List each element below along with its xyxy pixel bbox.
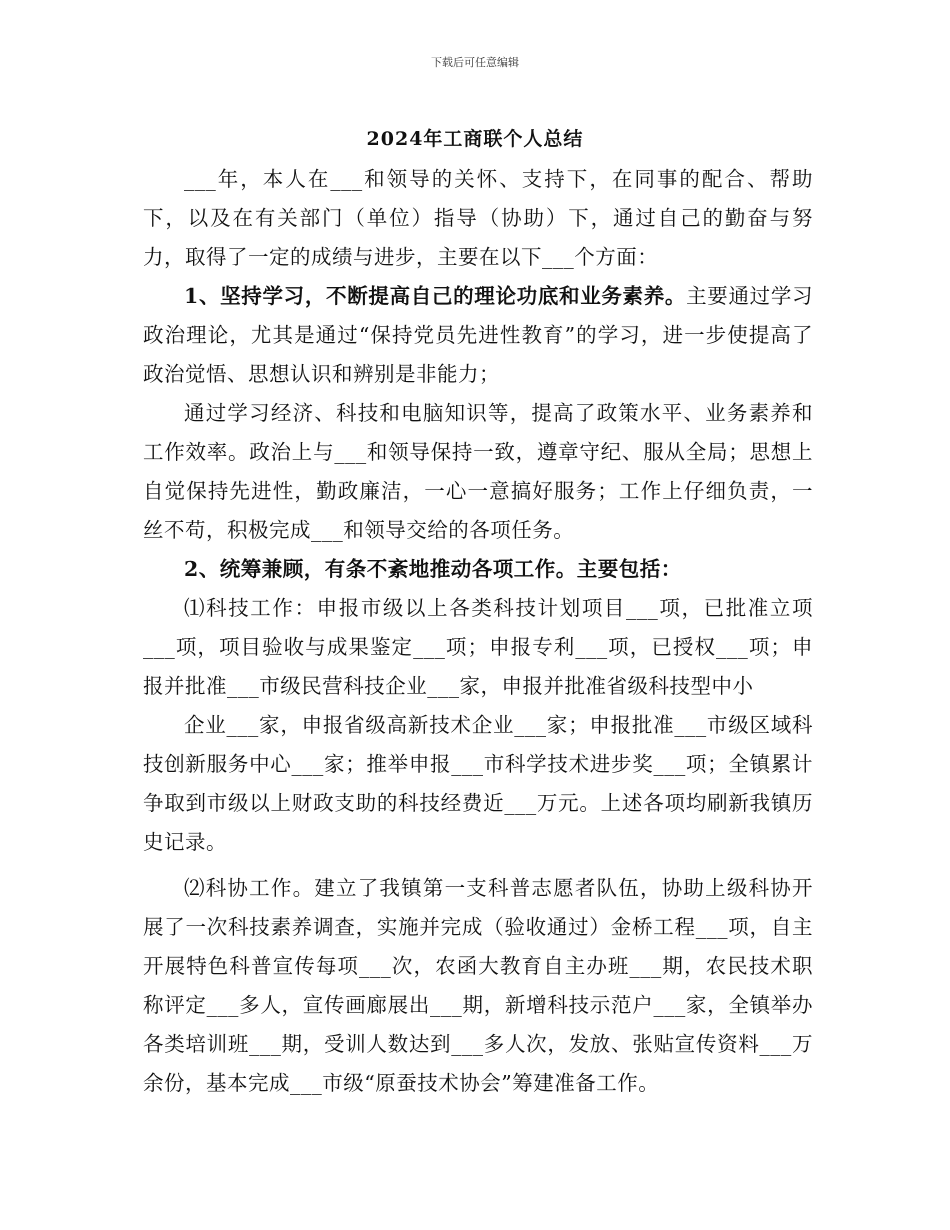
section-2-heading: 2、统筹兼顾，有条不紊地推动各项工作。主要包括： bbox=[184, 557, 682, 581]
intro-paragraph: ___年，本人在___和领导的关怀、支持下，在同事的配合、帮助下，以及在有关部门（单位）指导（协助）下，通过自己的勤奋与努力，取得了一定的成绩与进步，主要在以下___个方面： bbox=[143, 167, 813, 269]
item-2-paragraph: ⑵科协工作。建立了我镇第一支科普志愿者队伍，协助上级科协开展了一次科技素养调查，实施并完成（验收通过）金桥工程___项，自主开展特色科普宣传每项___次，农函大教育自主办班___期，农民技术职称评定___多人，宣传画廊展出___期，新增科技示范户___家，全镇举办各类培训班___期，受训人数达到___多人次，发放、张贴宣传资料___万余份，基本完成___市级“原蚕技术协会”筹建准备工作。 bbox=[143, 876, 813, 1095]
document-title: 2024年工商联个人总结 bbox=[366, 128, 584, 150]
section-1-heading: 1、坚持学习，不断提高自己的理论功底和业务素养。 bbox=[184, 284, 687, 308]
item-1-continuation: 企业___家，申报省级高新技术企业___家；申报批准___市级区域科技创新服务中心___家；推举申报___市科学技术进步奖___项；全镇累计争取到市级以上财政支助的科技经费近___万元。上述各项均刷新我镇历史记录。 bbox=[143, 713, 813, 854]
document-body bbox=[143, 160, 813, 1103]
section-1-paragraph-2: 通过学习经济、科技和电脑知识等，提高了政策水平、业务素养和工作效率。政治上与___和领导保持一致，遵章守纪、服从全局；思想上自觉保持先进性，勤政廉洁，一心一意搞好服务；工作上仔细负责，一丝不苟，积极完成___和领导交给的各项任务。 bbox=[143, 401, 813, 542]
item-1-paragraph: ⑴科技工作：申报市级以上各类科技计划项目___项，已批准立项___项，项目验收与成果鉴定___项；申报专利___项，已授权___项；申报并批准___市级民营科技企业___家，申报并批准省级科技型中小 bbox=[143, 596, 813, 698]
section-1-paragraph bbox=[143, 277, 813, 394]
page-header: 下载后可任意编辑 bbox=[431, 56, 519, 69]
section-1-text: 主要通过学习政治理论，尤其是通过“保持党员先进性教育”的学习，进一步使提高了政治觉悟、思想认识和辨别是非能力； bbox=[143, 284, 814, 386]
